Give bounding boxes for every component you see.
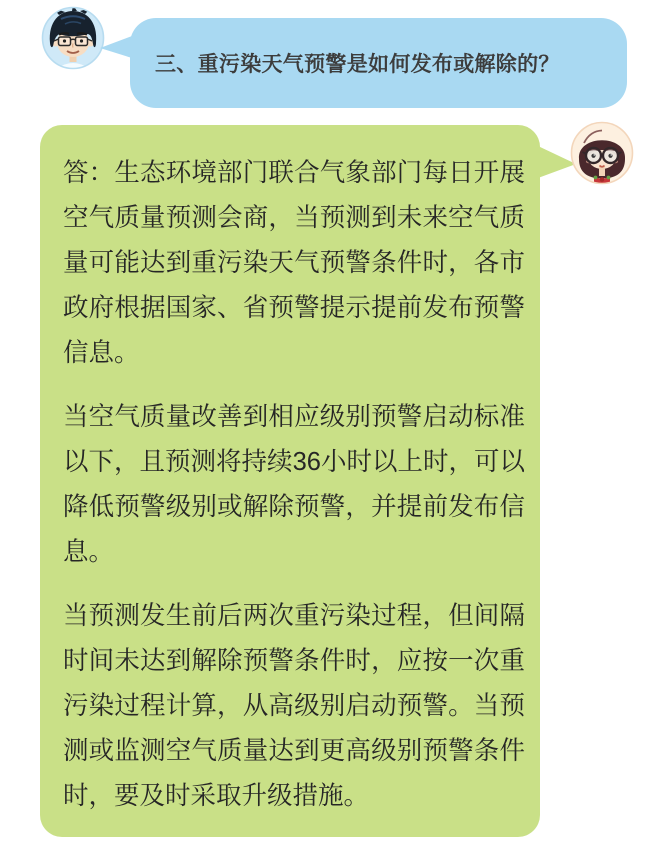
answer-text — [63, 151, 525, 819]
answer-bubble — [40, 125, 540, 837]
answer-paragraph-1: 答：生态环境部门联合气象部门每日开展空气质量预测会商，当预测到未来空气质量可能达到重污染天气预警条件时，各市政府根据国家、省预警提示提前发布预警信息。 — [63, 159, 525, 367]
question-text: 三、重污染天气预警是如何发布或解除的？ — [155, 53, 560, 76]
boy-glasses-avatar-icon — [41, 6, 105, 70]
answerer-avatar — [570, 121, 634, 185]
question-bubble-tail — [99, 31, 133, 65]
answer-paragraph-2: 当空气质量改善到相应级别预警启动标准以下，且预测将持续36小时以上时，可以降低预警级别或解除预警，并提前发布信息。 — [63, 403, 525, 566]
questioner-avatar — [41, 6, 105, 70]
question-bubble — [130, 18, 627, 108]
girl-glasses-avatar-icon — [570, 121, 634, 185]
answer-paragraph-3: 当预测发生前后两次重污染过程，但间隔时间未达到解除预警条件时，应按一次重污染过程计算，从高级别启动预警。当预测或监测空气质量达到更高级别预警条件时，要及时采取升级措施。 — [63, 602, 525, 810]
